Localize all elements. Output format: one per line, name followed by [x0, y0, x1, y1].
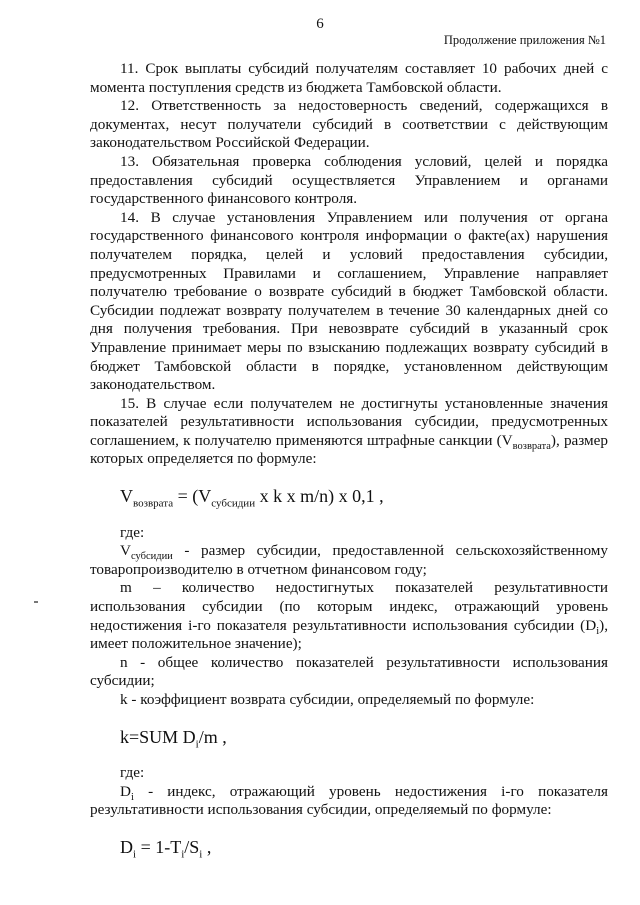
formula-lhs-subscript: возврата: [133, 497, 174, 510]
definition-d-subscript: i: [130, 791, 134, 803]
definition-k: k - коэффициент возврата субсидии, определяемый по формуле:: [120, 691, 535, 708]
formula-eq-open: = (V: [173, 486, 212, 507]
formula-lhs-v: V: [120, 486, 133, 507]
paragraph-12: 12. Ответственность за недостоверность сведений, содержащихся в документах, несут получатели субсидий в соответствии с действующим законодательством Российской Федерации.: [90, 97, 608, 152]
paragraph-14: 14. В случае установления Управлением или получения от органа государственного финансового контроля информации о факте(ах) нарушения получателем порядка, целей и условий предоставления субсидии, предусмотренных Правилами и соглашением, Управление направляет получателю требование о возврате субсидий в бюджет Тамбовской области. Субсидии подлежат возврату получателем в течение 30 календарных дней со дня получения требования. При невозврате субсидий в указанный срок Управление принимает меры по взысканию подлежащих возврату субсидий в бюджет Тамбовской области в порядке, установленном действующим законодательством.: [90, 208, 608, 394]
scan-mark: [34, 601, 38, 603]
definition-v-text: - размер субсидии, предоставленной сельскохозяйственному товаропроизводителю в отчетном финансовом году;: [90, 542, 608, 578]
d-formula-d: D: [120, 836, 133, 857]
where-label-2: где:: [120, 764, 145, 782]
page-number: 6: [316, 16, 324, 32]
paragraph-13: 13. Обязательная проверка соблюдения условий, целей и порядка предоставления субсидий осуществляется Управлением и органами государственного финансового контроля.: [90, 152, 608, 208]
definition-v-symbol: V: [120, 542, 131, 560]
k-formula: [120, 726, 608, 751]
d-formula-tail: ,: [202, 836, 212, 857]
definition-v-subsidy: [90, 542, 608, 579]
d-formula-d-subscript: i: [133, 848, 137, 861]
paragraph-15-subscript: возврата: [512, 440, 551, 452]
k-formula-main: k=SUM D: [120, 726, 196, 747]
definition-d-symbol: D: [120, 782, 131, 800]
paragraph-11: 11. Срок выплаты субсидий получателям составляет 10 рабочих дней с момента поступления средств из бюджета Тамбовской области.: [90, 60, 608, 96]
paragraph-15: [90, 395, 608, 469]
d-formula-slash: /S: [184, 836, 200, 857]
paragraph-15-text: 15. В случае если получателем не достигнуты установленные значения показателей результативности использования субсидии, предусмотренных соглашением, к получателю применяются штрафные санкции (V: [90, 394, 608, 449]
appendix-continuation-note: Продолжение приложения №1: [443, 33, 606, 47]
definition-n: n - общее количество показателей результативности использования субсидии;: [90, 653, 608, 690]
d-formula-s-subscript: i: [199, 848, 203, 861]
formula-rhs-subscript: субсидии: [211, 497, 256, 510]
paragraph-15-tail: ), размер которых определяется по формуле:: [90, 431, 609, 468]
definition-d-text: - индекс, отражающий уровень недостижения i-го показателя результативности использования субсидии, определяемый по формуле:: [90, 782, 608, 819]
definition-v-subscript: субсидии: [130, 551, 173, 563]
formula-rest: x k x m/n) x 0,1 ,: [255, 486, 384, 507]
definition-d: [90, 783, 608, 820]
document-body: [90, 60, 608, 875]
d-formula-eq: = 1-T: [136, 836, 182, 857]
definition-m: [90, 579, 608, 653]
k-formula-subscript: i: [195, 738, 199, 751]
d-formula-t-subscript: i: [181, 848, 185, 861]
definition-m-tail: ), имеет положительное значение);: [90, 616, 608, 653]
k-formula-tail: /m ,: [198, 726, 227, 747]
penalty-formula: [120, 486, 608, 510]
definition-m-subscript: i: [596, 625, 600, 637]
d-formula: [120, 836, 608, 861]
where-label-1: где:: [120, 523, 145, 541]
definition-m-text: m – количество недостигнутых показателей результативности использования субсидии (по которым индекс, отражающий уровень недостижения i-го показателя результативности использования субсидии (D: [90, 579, 608, 634]
